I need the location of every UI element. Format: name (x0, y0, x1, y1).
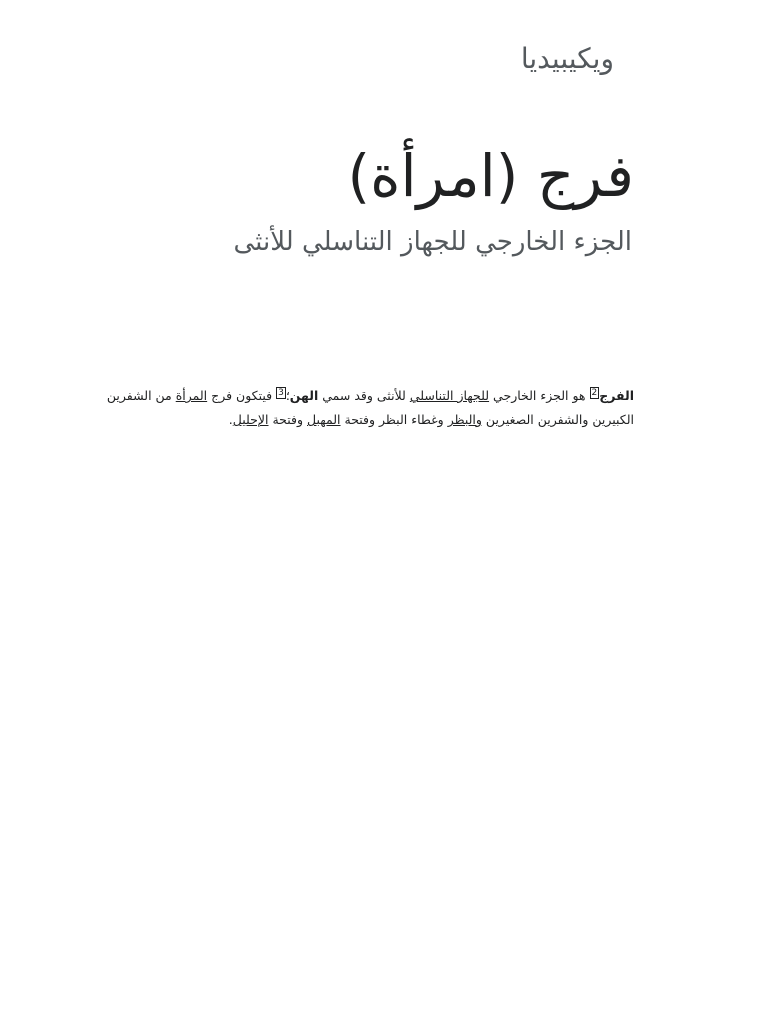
link-urethra[interactable]: الإحليل (232, 412, 269, 427)
wikipedia-wordmark[interactable]: ويكيبيديا (520, 42, 614, 75)
lead-text-2: للأنثى وقد سمي (318, 388, 410, 403)
lead-text-8: . (228, 412, 233, 427)
link-genital-system[interactable]: للجهاز التناسلي (409, 388, 490, 403)
reference-2 (590, 387, 600, 399)
link-vagina[interactable]: المهبل (307, 412, 341, 427)
reference-2-link[interactable]: 2 (591, 387, 598, 398)
lead-text-3: ؛ (285, 388, 290, 403)
lead-paragraph (84, 384, 634, 432)
page-subtitle: الجزء الخارجي للجهاز التناسلي للأنثى (233, 227, 632, 257)
reference-3 (276, 387, 286, 399)
link-clitoris[interactable]: والبظر (447, 412, 482, 427)
lead-text-6: وغطاء البظر وفتحة (340, 412, 448, 427)
page-title: فرج (امرأة) (347, 142, 634, 210)
lead-text-7: وفتحة (268, 412, 308, 427)
lead-text-1: هو الجزء الخارجي (489, 388, 590, 403)
reference-3-link[interactable]: 3 (278, 387, 284, 398)
lead-text-5: من الشفرين الكبيرين والشفرين الصغيرين (106, 388, 634, 427)
link-woman[interactable]: المرأة (175, 388, 208, 403)
lead-alias: الهن (289, 388, 319, 403)
lead-term: الفرج (599, 388, 634, 403)
lead-text-4: فيتكون فرج (207, 388, 277, 403)
